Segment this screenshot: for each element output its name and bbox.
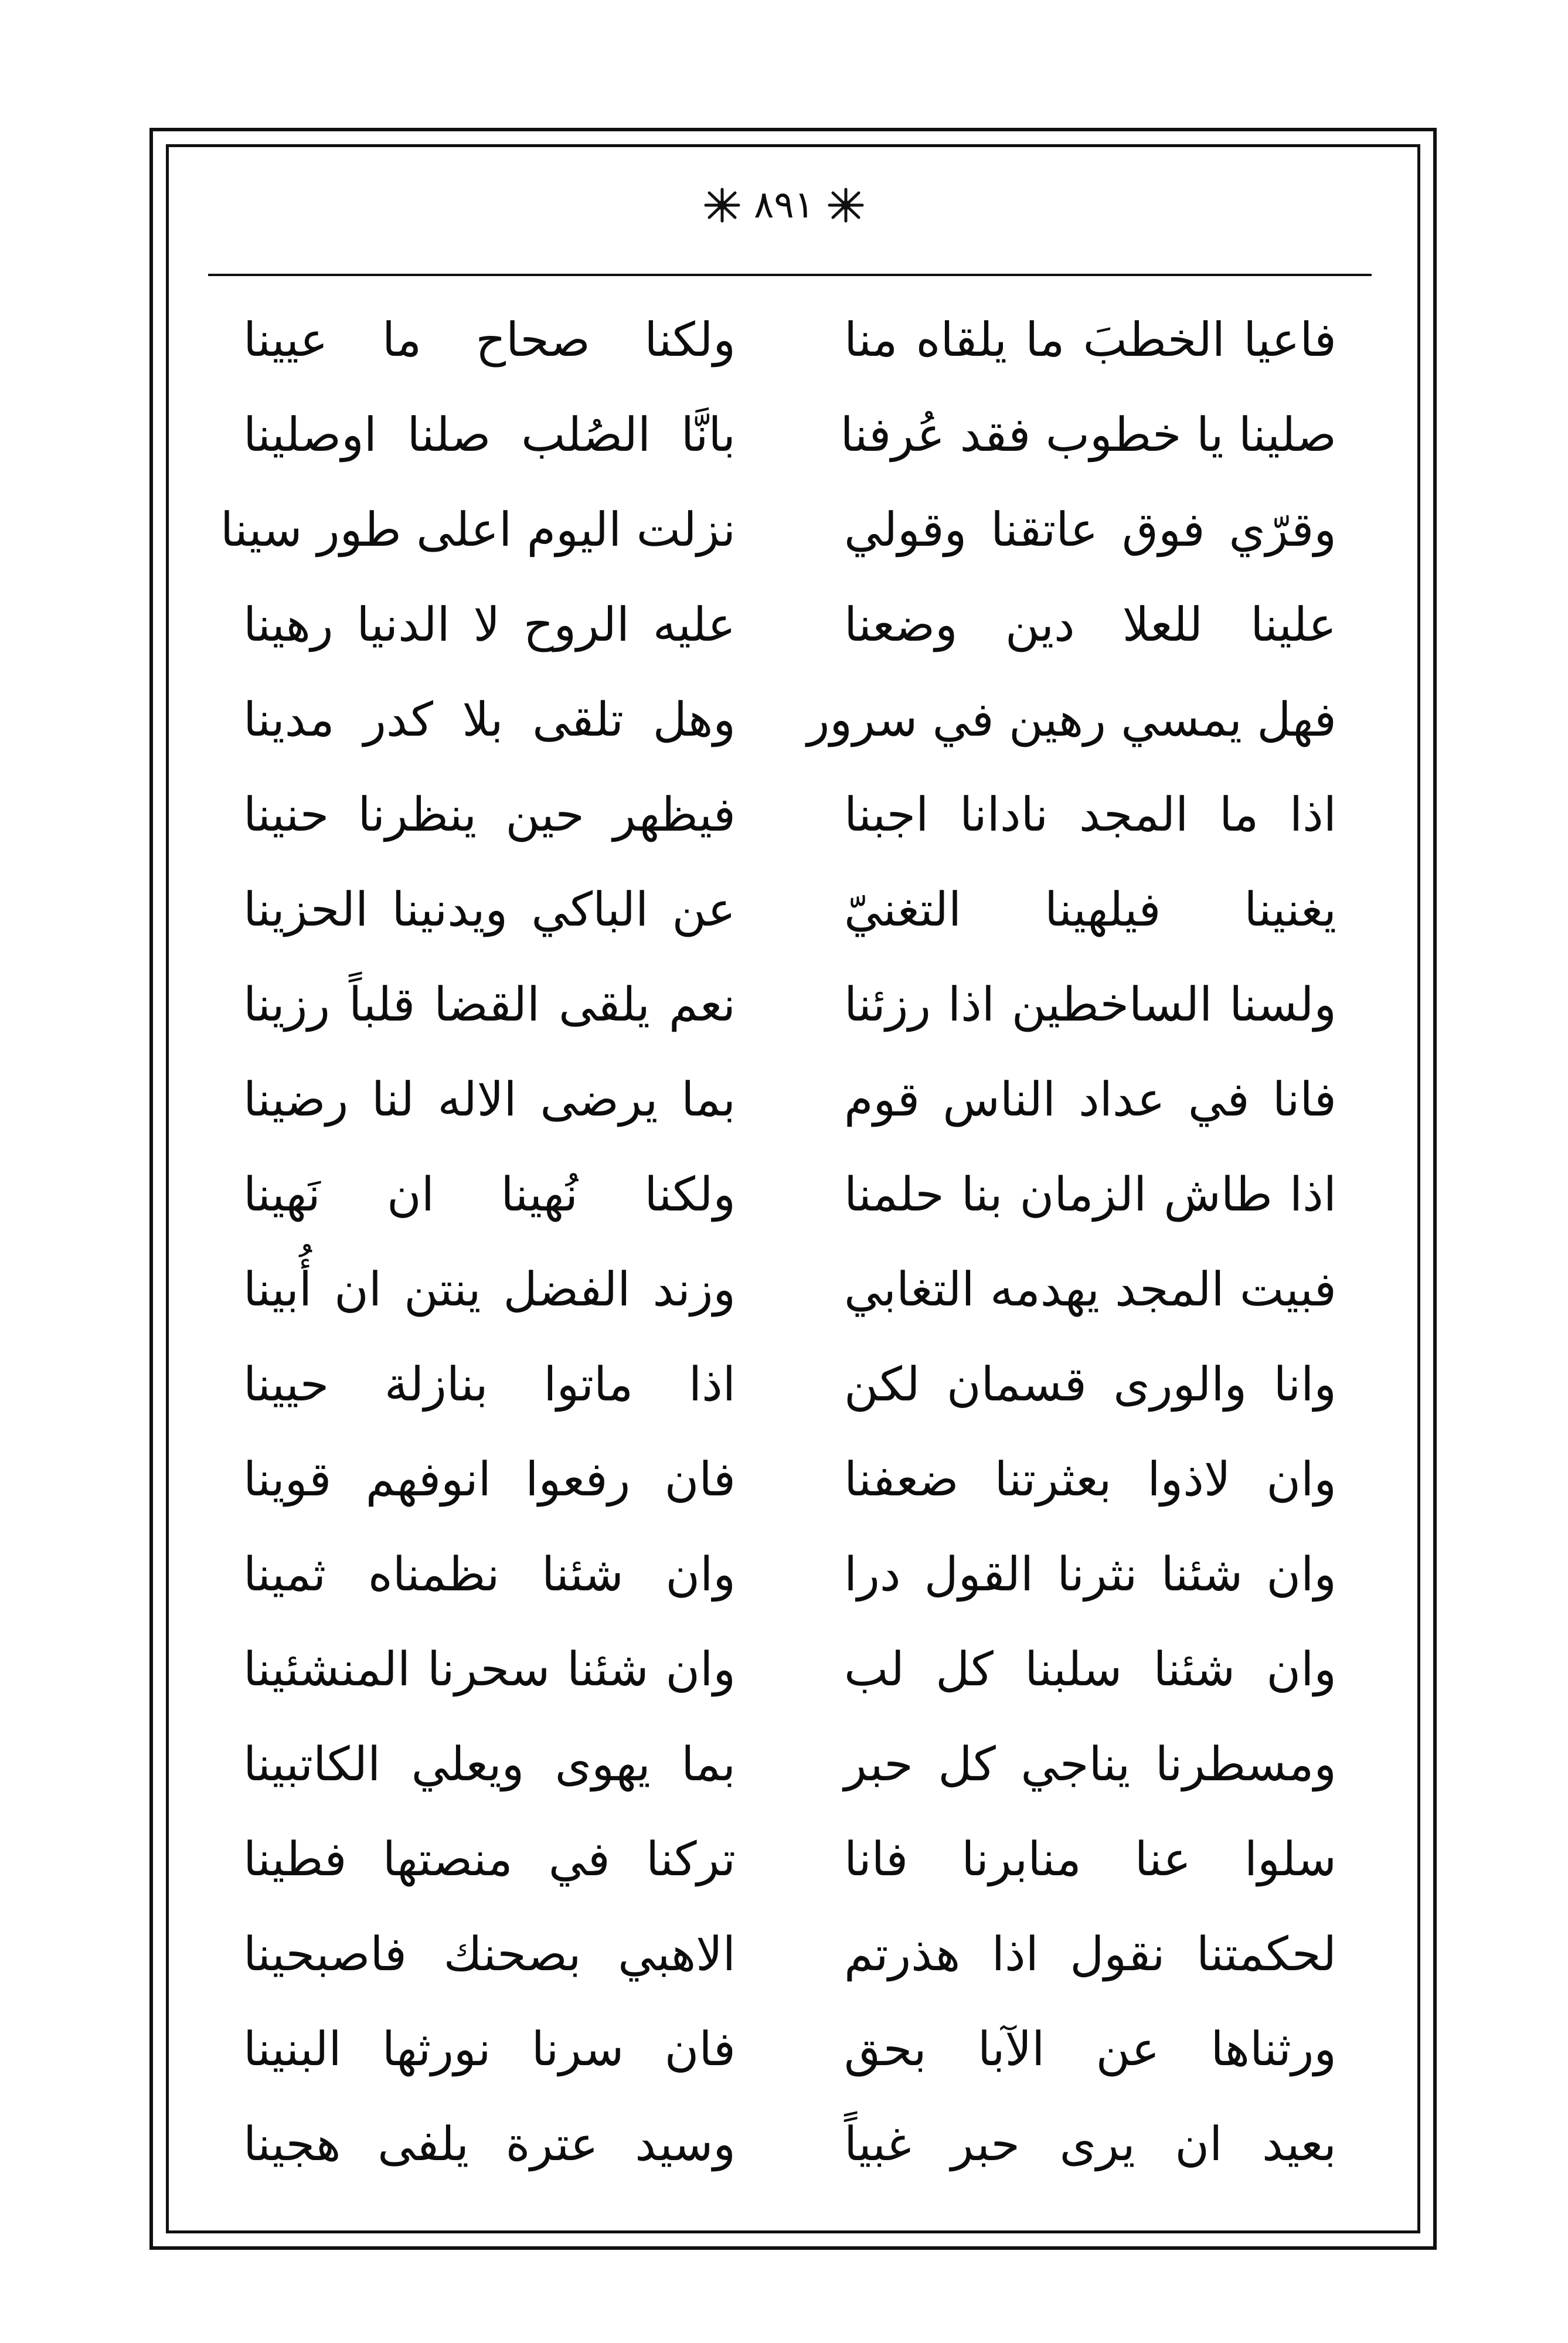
couplet-first-hemistich: ومسطرنا يناجي كل حبر bbox=[844, 1737, 1336, 1791]
couplet-first-hemistich: سلوا عنا منابرنا فانا bbox=[844, 1832, 1336, 1886]
couplet-first-hemistich: يغنينا فيلهينا التغنيّ bbox=[844, 882, 1336, 937]
couplet bbox=[208, 1812, 1372, 1906]
poem-body bbox=[208, 293, 1372, 2198]
couplet-second-hemistich: ولكنا نُهينا ان نَهينا bbox=[243, 1167, 736, 1222]
ornament-icon bbox=[822, 185, 869, 226]
page-number-block bbox=[699, 183, 869, 227]
couplet-first-hemistich: اذا طاش الزمان بنا حلمنا bbox=[844, 1167, 1336, 1222]
couplet-second-hemistich: وان شئنا سحرنا المنشئينا bbox=[243, 1642, 736, 1696]
couplet-first-hemistich: اذا ما المجد نادانا اجبنا bbox=[844, 787, 1336, 842]
couplet-first-hemistich: وقرّي فوق عاتقنا وقولي bbox=[844, 502, 1336, 557]
couplet bbox=[208, 2002, 1372, 2096]
couplet bbox=[208, 578, 1372, 672]
couplet-second-hemistich: وسيد عترة يلفى هجينا bbox=[243, 2117, 736, 2171]
couplet bbox=[208, 1907, 1372, 2001]
couplet bbox=[208, 2097, 1372, 2191]
couplet bbox=[208, 1718, 1372, 1811]
couplet-second-hemistich: تركنا في منصتها فطينا bbox=[243, 1832, 736, 1886]
couplet-first-hemistich: بعيد ان يرى حبر غبياً bbox=[844, 2117, 1336, 2171]
couplet-second-hemistich: بانَّا الصُلب صلنا اوصلينا bbox=[243, 407, 736, 462]
couplet-first-hemistich: فبيت المجد يهدمه التغابي bbox=[844, 1262, 1336, 1317]
couplet bbox=[208, 1148, 1372, 1242]
couplet bbox=[208, 768, 1372, 862]
couplet-second-hemistich: وان شئنا نظمناه ثمينا bbox=[243, 1547, 736, 1601]
page-header bbox=[0, 170, 1568, 240]
couplet-first-hemistich: وان شئنا سلبنا كل لب bbox=[844, 1642, 1336, 1696]
couplet-second-hemistich: وزند الفضل ينتن ان أُبينا bbox=[243, 1262, 736, 1317]
couplet-second-hemistich: الاهبي بصحنك فاصبحينا bbox=[243, 1927, 736, 1981]
couplet-second-hemistich: نزلت اليوم اعلى طور سينا bbox=[220, 502, 736, 557]
couplet-first-hemistich: صلينا يا خطوب فقد عُرفنا bbox=[840, 407, 1336, 462]
couplet-first-hemistich: وان لاذوا بعثرتنا ضعفنا bbox=[844, 1452, 1336, 1507]
header-rule bbox=[208, 274, 1372, 276]
couplet-second-hemistich: فيظهر حين ينظرنا حنينا bbox=[243, 787, 736, 842]
page-number: ٨٩١ bbox=[753, 183, 815, 227]
couplet-first-hemistich: لحكمتنا نقول اذا هذرتم bbox=[844, 1927, 1336, 1981]
couplet bbox=[208, 1053, 1372, 1147]
couplet-second-hemistich: نعم يلقى القضا قلباً رزينا bbox=[243, 977, 736, 1032]
couplet bbox=[208, 293, 1372, 387]
couplet-first-hemistich: ورثناها عن الآبا بحق bbox=[844, 2022, 1336, 2076]
couplet-first-hemistich: فاعيا الخطبَ ما يلقاه منا bbox=[844, 312, 1336, 367]
couplet-second-hemistich: اذا ماتوا بنازلة حيينا bbox=[243, 1357, 736, 1412]
couplet-second-hemistich: وهل تلقى بلا كدر مدينا bbox=[243, 692, 736, 747]
couplet bbox=[208, 1433, 1372, 1526]
couplet-first-hemistich: علينا للعلا دين وضعنا bbox=[844, 597, 1336, 652]
couplet-second-hemistich: فان سرنا نورثها البنينا bbox=[243, 2022, 736, 2076]
couplet bbox=[208, 863, 1372, 957]
couplet bbox=[208, 388, 1372, 482]
couplet-second-hemistich: ولكنا صحاح ما عيينا bbox=[243, 312, 736, 367]
couplet-first-hemistich: فانا في عداد الناس قوم bbox=[844, 1072, 1336, 1127]
couplet bbox=[208, 1243, 1372, 1337]
couplet-second-hemistich: بما يرضى الاله لنا رضينا bbox=[243, 1072, 736, 1127]
couplet bbox=[208, 673, 1372, 767]
couplet-first-hemistich: وان شئنا نثرنا القول درا bbox=[844, 1547, 1336, 1601]
couplet-second-hemistich: فان رفعوا انوفهم قوينا bbox=[243, 1452, 736, 1507]
couplet bbox=[208, 1338, 1372, 1431]
ornament-icon bbox=[699, 185, 746, 226]
couplet-first-hemistich: ولسنا الساخطين اذا رزئنا bbox=[844, 977, 1336, 1032]
couplet bbox=[208, 1528, 1372, 1621]
couplet bbox=[208, 1623, 1372, 1716]
couplet bbox=[208, 958, 1372, 1052]
couplet-first-hemistich: فهل يمسي رهين في سرور bbox=[807, 692, 1336, 747]
couplet-second-hemistich: عن الباكي ويدنينا الحزينا bbox=[243, 882, 736, 937]
couplet bbox=[208, 483, 1372, 577]
couplet-second-hemistich: بما يهوى ويعلي الكاتبينا bbox=[243, 1737, 736, 1791]
couplet-first-hemistich: وانا والورى قسمان لكن bbox=[844, 1357, 1336, 1412]
couplet-second-hemistich: عليه الروح لا الدنيا رهينا bbox=[243, 597, 736, 652]
